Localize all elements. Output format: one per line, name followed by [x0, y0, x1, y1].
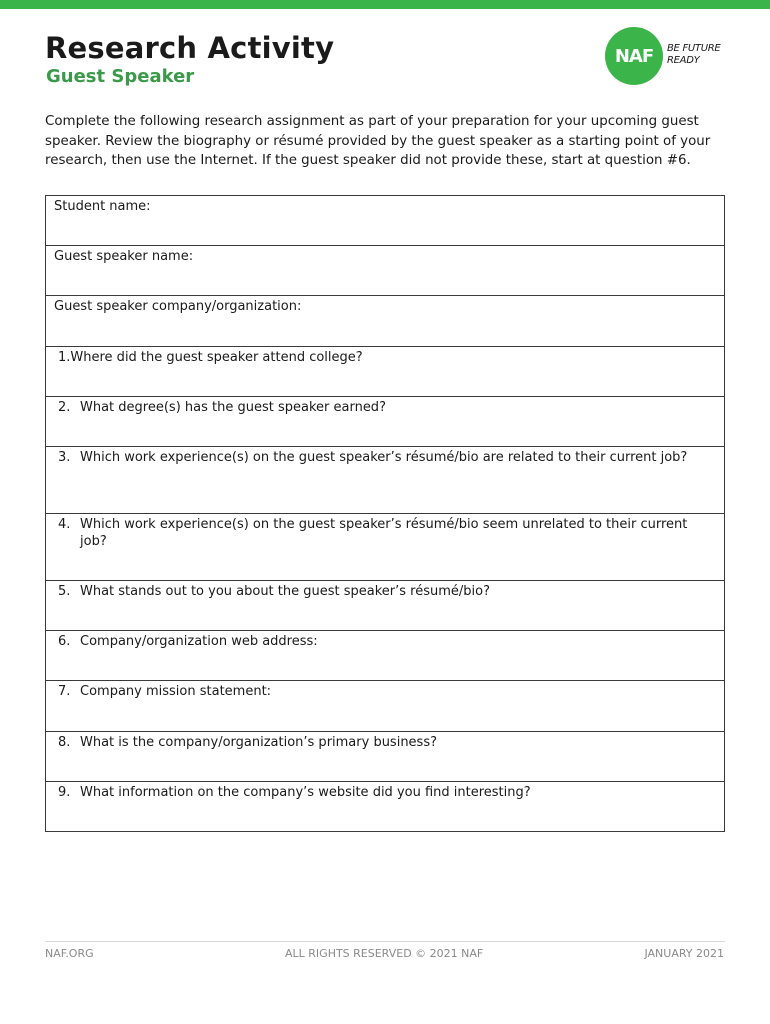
question-1-answer-field[interactable] [46, 347, 725, 397]
page-title: Research Activity [45, 31, 335, 65]
question-1 [46, 347, 724, 366]
question-6-answer-field[interactable] [46, 631, 725, 681]
question-6 [46, 631, 724, 650]
naf-logo [605, 27, 725, 85]
form-row-guest-speaker-name [46, 246, 725, 296]
question-row-2 [46, 397, 725, 447]
question-text: What information on the company’s website did you find interesting? [80, 785, 531, 800]
question-text: Where did the guest speaker attend college? [70, 350, 363, 365]
question-5 [46, 581, 724, 600]
question-row-6 [46, 631, 725, 681]
tagline-line-2: READY [667, 55, 700, 66]
naf-logo-tagline [667, 43, 720, 67]
question-row-5 [46, 581, 725, 631]
question-9 [46, 782, 724, 801]
question-row-9 [46, 782, 725, 832]
question-row-8 [46, 732, 725, 782]
question-4 [46, 514, 724, 550]
form-row-guest-speaker-company [46, 296, 725, 347]
page-subtitle: Guest Speaker [46, 66, 195, 87]
research-form-table [45, 195, 725, 832]
field-label: Guest speaker name: [54, 249, 194, 264]
question-text: Company mission statement: [80, 684, 272, 699]
top-accent-bar [0, 0, 770, 9]
question-8 [46, 732, 724, 751]
footer-website: NAF.ORG [45, 947, 94, 960]
question-row-7 [46, 681, 725, 732]
question-text: Which work experience(s) on the guest speaker’s résumé/bio seem unrelated to their current job? [80, 517, 688, 549]
field-label: Guest speaker company/organization: [54, 299, 302, 314]
footer-divider [45, 941, 725, 942]
question-number: 3. [58, 450, 71, 465]
question-3 [46, 447, 724, 466]
question-2-answer-field[interactable] [46, 397, 725, 447]
question-7-answer-field[interactable] [46, 681, 725, 732]
question-7 [46, 681, 724, 700]
tagline-line-1: BE FUTURE [667, 43, 721, 54]
question-2 [46, 397, 724, 416]
question-3-answer-field[interactable] [46, 447, 725, 514]
question-5-answer-field[interactable] [46, 581, 725, 631]
question-text: What stands out to you about the guest speaker’s résumé/bio? [80, 584, 491, 599]
question-row-3 [46, 447, 725, 514]
question-row-4 [46, 514, 725, 581]
question-text: What degree(s) has the guest speaker earned? [80, 400, 386, 415]
form-row-student-name [46, 196, 725, 246]
question-number: 6. [58, 634, 71, 649]
field-label: Student name: [54, 199, 151, 214]
question-number: 2. [58, 400, 71, 415]
question-9-answer-field[interactable] [46, 782, 725, 832]
question-text: Which work experience(s) on the guest speaker’s résumé/bio are related to their current job? [80, 450, 688, 465]
question-number: 5. [58, 584, 71, 599]
student-name-field[interactable] [46, 196, 725, 246]
naf-logo-mark: NAF [605, 27, 663, 85]
question-8-answer-field[interactable] [46, 732, 725, 782]
question-number: 4. [58, 517, 71, 532]
footer-copyright: ALL RIGHTS RESERVED © 2021 NAF [285, 947, 484, 960]
footer-date: JANUARY 2021 [644, 947, 724, 960]
guest-speaker-name-field[interactable] [46, 246, 725, 296]
question-text: What is the company/organization’s primary business? [80, 735, 438, 750]
guest-speaker-company-field[interactable] [46, 296, 725, 347]
question-number: 7. [58, 684, 71, 699]
question-number: 1. [58, 350, 71, 365]
question-4-answer-field[interactable] [46, 514, 725, 581]
question-row-1 [46, 347, 725, 397]
instructions-paragraph: Complete the following research assignment as part of your preparation for your upcoming guest speaker. Review the biography or résumé provided by the guest speaker as a starting point of your research, then use the Internet. If the guest speaker did not provide these, start at question #6. [45, 114, 711, 168]
question-text: Company/organization web address: [80, 634, 318, 649]
question-number: 9. [58, 785, 71, 800]
question-number: 8. [58, 735, 71, 750]
